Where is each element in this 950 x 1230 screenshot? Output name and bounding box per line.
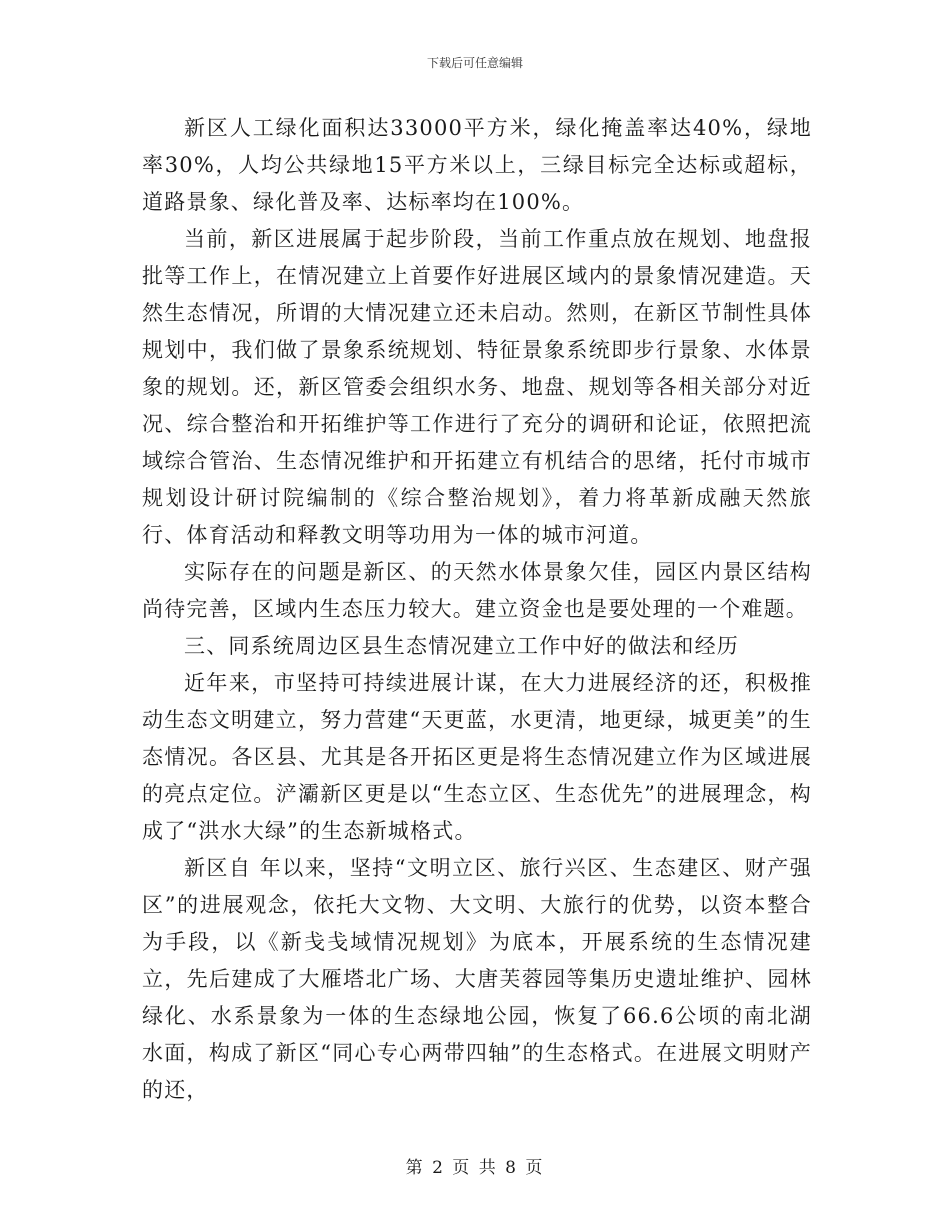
page-number-footer: 第 2 页 共 8 页 xyxy=(405,1158,545,1178)
paragraph-greening-stats: 新区人工绿化面积达33000平方米，绿化掩盖率达40%，绿地率30%，人均公共绿地15平方米以上，三绿目标完全达标或超标，道路景象、绿化普及率、达标率均在100%。 xyxy=(142,116,812,214)
paragraph-recent-years: 近年来，市坚持可持续进展计谋，在大力进展经济的还，积极推动生态文明建立，努力营建“天更蓝，水更清，地更绿，城更美”的生态情况。各区县、尤其是各开拓区更是将生态情况建立作为区域进展的亮点定位。浐灞新区更是以“生态立区、生态优先”的进展理念，构成了“洪水大绿”的生态新城格式。 xyxy=(142,671,812,843)
document-body xyxy=(142,110,812,1109)
paragraph-current-stage: 当前，新区进展属于起步阶段，当前工作重点放在规划、地盘报批等工作上，在情况建立上首要作好进展区域内的景象情况建造。天然生态情况，所谓的大情况建立还未启动。然则，在新区节制性具体规划中，我们做了景象系统规划、特征景象系统即步行景象、水体景象的规划。还，新区管委会组织水务、地盘、规划等各相关部分对近况、综合整治和开拓维护等工作进行了充分的调研和论证，依照把流域综合管治、生态情况维护和开拓建立有机结合的思绪，托付市城市规划设计研讨院编制的《综合整治规划》，着力将革新成融天然旅行、体育活动和释教文明等功用为一体的城市河道。 xyxy=(142,227,812,547)
paragraph-existing-problems: 实际存在的问题是新区、的天然水体景象欠佳，园区内景区结构尚待完善，区域内生态压力较大。建立资金也是要处理的一个难题。 xyxy=(142,560,812,621)
page-header-note: 下载后可任意编辑 xyxy=(426,56,523,70)
paragraph-new-district: 新区自 年以来，坚持“文明立区、旅行兴区、生态建区、财产强区”的进展观念，依托大文物、大文明、大旅行的优势，以资本整合为手段，以《新戋戋域情况规划》为底本，开展系统的生态情况建立，先后建成了大雁塔北广场、大唐芙蓉园等集历史遗址维护、园林绿化、水系景象为一体的生态绿地公园，恢复了66.6公顷的南北湖水面，构成了新区“同心专心两带四轴”的生态格式。在进展文明财产的还， xyxy=(142,856,812,1102)
section-heading-experience: 三、同系统周边区县生态情况建立工作中好的做法和经历 xyxy=(184,634,739,658)
